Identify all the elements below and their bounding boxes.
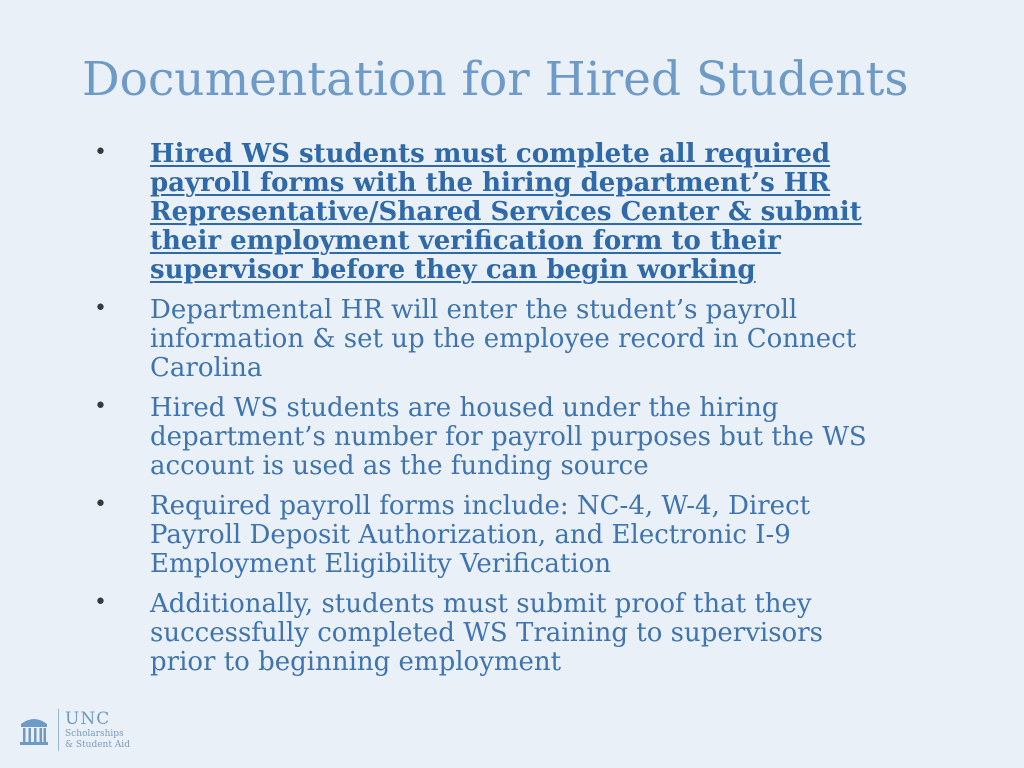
bullet-dot-icon: •: [94, 140, 107, 165]
bullet-list: [88, 140, 888, 688]
logo-subtitle-line1: Scholarships: [65, 728, 124, 739]
slide-title: Documentation for Hired Students: [82, 52, 909, 107]
logo-subtitle-line2: & Student Aid: [65, 739, 130, 750]
unc-logo: [18, 707, 130, 753]
bullet-item: [88, 394, 888, 481]
bullet-text: Departmental HR will enter the student’s payroll information & set up the employee record in Connect Carolina: [150, 295, 857, 383]
bullet-text: Hired WS students are housed under the hiring department’s number for payroll purposes but the WS account is used as the funding source: [150, 393, 867, 481]
bullet-dot-icon: •: [94, 296, 107, 321]
bullet-dot-icon: •: [94, 394, 107, 419]
old-well-icon: [18, 712, 50, 748]
bullet-text: Hired WS students must complete all required payroll forms with the hiring department’s HR Representative/Shared Services Center & submit their employment verification form to their supervisor before they can begin working: [150, 139, 862, 285]
bullet-item: [88, 296, 888, 383]
logo-wordmark: [65, 708, 130, 750]
bullet-item: [88, 140, 888, 285]
bullet-item: [88, 492, 888, 579]
bullet-item: [88, 590, 888, 677]
bullet-dot-icon: •: [94, 492, 107, 517]
bullet-dot-icon: •: [94, 590, 107, 615]
bullet-text: Required payroll forms include: NC-4, W-4, Direct Payroll Deposit Authorization, and Electronic I-9 Employment Eligibility Verification: [150, 491, 811, 579]
logo-title: UNC: [65, 708, 111, 729]
logo-divider: [58, 709, 59, 751]
bullet-text: Additionally, students must submit proof that they successfully completed WS Training to supervisors prior to beginning employment: [150, 589, 823, 677]
